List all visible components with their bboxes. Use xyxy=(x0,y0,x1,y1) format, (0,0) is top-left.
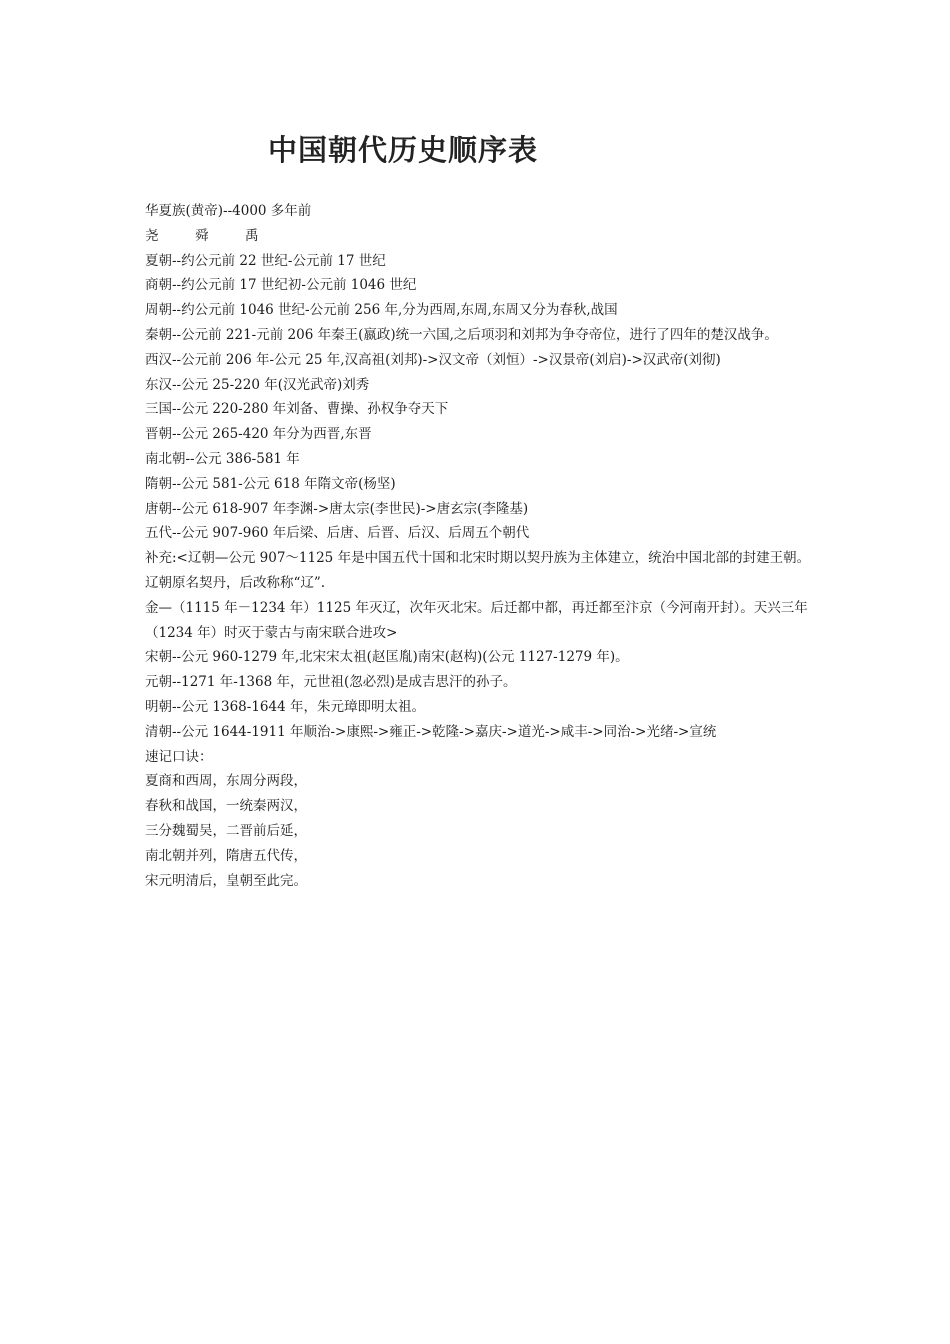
text-line-nanbeichao: 南北朝--公元 386-581 年 xyxy=(145,450,300,467)
text-line-ming: 明朝--公元 1368-1644 年，朱元璋即明太祖。 xyxy=(145,698,425,715)
text-line-sui: 隋朝--公元 581-公元 618 年隋文帝(杨坚) xyxy=(145,475,396,492)
document-title: 中国朝代历史顺序表 xyxy=(268,133,539,167)
text-line-xihan: 西汉--公元前 206 年-公元 25 年,汉高祖(刘邦)->汉文帝（刘恒）->汉景帝(刘启)->汉武帝(刘彻) xyxy=(145,351,721,368)
text-line-liao: 补充:<辽朝—公元 907～1125 年是中国五代十国和北宋时期以契丹族为主体建立，统治中国北部的封建王朝。辽朝原名契丹，后改称称“辽”. xyxy=(145,550,811,591)
mnemonic-line-1: 夏商和西周，东周分两段， xyxy=(145,773,307,790)
text-line-zhou: 周朝--约公元前 1046 世纪-公元前 256 年,分为西周,东周,东周又分为春秋,战国 xyxy=(145,302,618,319)
text-line-wudai: 五代--公元 907-960 年后梁、后唐、后晋、后汉、后周五个朝代 xyxy=(145,525,530,542)
mnemonic-line-4: 南北朝并列，隋唐五代传， xyxy=(145,847,307,864)
text-line-shang: 商朝--约公元前 17 世纪初-公元前 1046 世纪 xyxy=(145,277,417,294)
text-line-sanguo: 三国--公元 220-280 年刘备、曹操、孙权争夺天下 xyxy=(145,401,449,418)
text-line-jin: 晋朝--公元 265-420 年分为西晋,东晋 xyxy=(145,426,372,443)
document-body xyxy=(145,199,813,893)
text-line-tang: 唐朝--公元 618-907 年李渊->唐太宗(李世民)->唐玄宗(李隆基) xyxy=(145,500,529,517)
mnemonic-line-2: 春秋和战国，一统秦两汉， xyxy=(145,798,307,815)
text-line-xia: 夏朝--约公元前 22 世纪-公元前 17 世纪 xyxy=(145,252,386,269)
text-line-donghan: 东汉--公元 25-220 年(汉光武帝)刘秀 xyxy=(145,376,370,393)
mnemonic-line-5: 宋元明清后，皇朝至此完。 xyxy=(145,872,307,889)
text-line-qing: 清朝--公元 1644-1911 年顺治->康熙->雍正->乾隆->嘉庆->道光->咸丰->同治->光绪->宣统 xyxy=(145,723,717,740)
text-line-huaxia: 华夏族(黄帝)--4000 多年前 xyxy=(145,203,312,219)
mnemonic-line-3: 三分魏蜀吴，二晋前后延， xyxy=(145,822,307,839)
text-line-song: 宋朝--公元 960-1279 年,北宋宋太祖(赵匡胤)南宋(赵构)(公元 1127-1279 年)。 xyxy=(145,649,629,666)
sage-king-shun: 舜 xyxy=(195,227,209,244)
mnemonic-heading: 速记口诀： xyxy=(145,748,213,765)
text-line-yuan: 元朝--1271 年-1368 年，元世祖(忽必烈)是成吉思汗的孙子。 xyxy=(145,674,517,691)
text-line-jin-dynasty: 金—（1115 年－1234 年）1125 年灭辽，次年灭北宋。后迁都中都，再迁都至汴京（今河南开封）。天兴三年（1234 年）时灭于蒙古与南宋联合进攻> xyxy=(145,599,808,641)
text-line-sage-kings xyxy=(145,224,813,249)
sage-king-yu: 禹 xyxy=(245,227,259,244)
text-line-qin: 秦朝--公元前 221-元前 206 年秦王(嬴政)统一六国,之后项羽和刘邦为争夺帝位，进行了四年的楚汉战争。 xyxy=(145,326,778,343)
sage-king-yao: 尧 xyxy=(145,227,159,244)
